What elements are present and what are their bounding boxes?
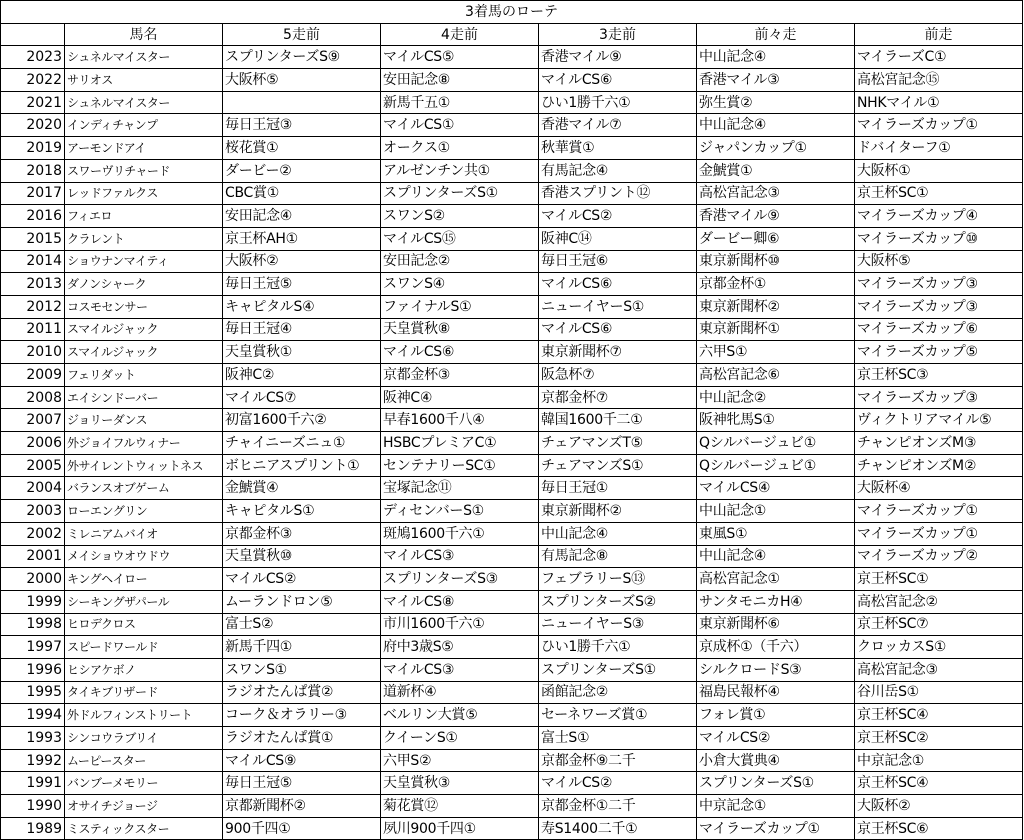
last-race-cell: 京王杯SC④ xyxy=(855,772,1023,795)
horse-name-cell: シュネルマイスター xyxy=(65,91,223,114)
race-2-before-cell: 京成杯①（千六） xyxy=(697,636,855,659)
race-3-before-cell: スプリンターズS② xyxy=(539,590,697,613)
race-3-before-cell: 秋華賞① xyxy=(539,137,697,160)
last-race-cell: マイラーズカップ③ xyxy=(855,273,1023,296)
race-3-before-cell: 阪急杯⑦ xyxy=(539,364,697,387)
year-cell: 2018 xyxy=(1,159,65,182)
header-last-race: 前走 xyxy=(855,23,1023,46)
table-row xyxy=(1,250,1023,273)
table-row xyxy=(1,636,1023,659)
race-3-before-cell: フェブラリーS⑬ xyxy=(539,568,697,591)
race-5-before-cell: マイルCS⑨ xyxy=(223,749,381,772)
table-row xyxy=(1,91,1023,114)
horse-name-cell: スワーヴリチャード xyxy=(65,159,223,182)
race-2-before-cell: シルクロードS③ xyxy=(697,658,855,681)
race-5-before-cell: CBC賞① xyxy=(223,182,381,205)
table-row xyxy=(1,295,1023,318)
last-race-cell: 大阪杯① xyxy=(855,159,1023,182)
table-row xyxy=(1,681,1023,704)
race-3-before-cell: 東京新聞杯② xyxy=(539,500,697,523)
year-cell: 2016 xyxy=(1,205,65,228)
race-2-before-cell: マイラーズカップ① xyxy=(697,817,855,840)
horse-name-cell: ムーピースター xyxy=(65,749,223,772)
race-3-before-cell: スプリンターズS① xyxy=(539,658,697,681)
race-2-before-cell: 福島民報杯④ xyxy=(697,681,855,704)
race-4-before-cell: 道新杯④ xyxy=(381,681,539,704)
race-2-before-cell: ダービー卿⑥ xyxy=(697,227,855,250)
race-4-before-cell: オークス① xyxy=(381,137,539,160)
race-5-before-cell: コーク＆オラリー③ xyxy=(223,704,381,727)
horse-name-cell: コスモセンサー xyxy=(65,295,223,318)
last-race-cell: マイラーズカップ① xyxy=(855,500,1023,523)
race-5-before-cell: 京王杯AH① xyxy=(223,227,381,250)
race-2-before-cell: 東京新聞杯② xyxy=(697,295,855,318)
horse-name-cell: スマイルジャック xyxy=(65,318,223,341)
last-race-cell: マイラーズカップ③ xyxy=(855,386,1023,409)
race-3-before-cell: セーネワーズ賞① xyxy=(539,704,697,727)
table-row xyxy=(1,432,1023,455)
race-4-before-cell: 新馬千五① xyxy=(381,91,539,114)
last-race-cell: 高松宮記念② xyxy=(855,590,1023,613)
table-row xyxy=(1,182,1023,205)
horse-name-cell: ローエングリン xyxy=(65,500,223,523)
horse-name-cell: サリオス xyxy=(65,69,223,92)
race-5-before-cell: チャイニーズニュ① xyxy=(223,432,381,455)
race-2-before-cell: 中山記念② xyxy=(697,386,855,409)
year-cell: 2007 xyxy=(1,409,65,432)
race-2-before-cell: 中山記念④ xyxy=(697,114,855,137)
race-4-before-cell: マイルCS③ xyxy=(381,545,539,568)
horse-name-cell: クラレント xyxy=(65,227,223,250)
race-2-before-cell: 小倉大賞典④ xyxy=(697,749,855,772)
race-3-before-cell: マイルCS② xyxy=(539,205,697,228)
table-row xyxy=(1,477,1023,500)
race-3-before-cell: 中山記念④ xyxy=(539,522,697,545)
race-3-before-cell: マイルCS⑥ xyxy=(539,69,697,92)
race-5-before-cell: 大阪杯② xyxy=(223,250,381,273)
horse-name-cell: スピードワールド xyxy=(65,636,223,659)
last-race-cell: NHKマイル① xyxy=(855,91,1023,114)
horse-name-cell: ショウナンマイティ xyxy=(65,250,223,273)
race-4-before-cell: マイルCS③ xyxy=(381,658,539,681)
race-5-before-cell: 大阪杯⑤ xyxy=(223,69,381,92)
race-4-before-cell: 宝塚記念⑪ xyxy=(381,477,539,500)
last-race-cell: 京王杯SC① xyxy=(855,568,1023,591)
race-2-before-cell: マイルCS② xyxy=(697,727,855,750)
race-2-before-cell: 高松宮記念③ xyxy=(697,182,855,205)
last-race-cell: マイラーズカップ⑩ xyxy=(855,227,1023,250)
horse-name-cell: ミスティックスター xyxy=(65,817,223,840)
race-3-before-cell: 京都金杯①二千 xyxy=(539,795,697,818)
race-2-before-cell: 高松宮記念⑥ xyxy=(697,364,855,387)
last-race-cell: マイラーズカップ③ xyxy=(855,295,1023,318)
title-row xyxy=(1,1,1023,24)
race-4-before-cell: 早春1600千八④ xyxy=(381,409,539,432)
last-race-cell: 中京記念① xyxy=(855,749,1023,772)
race-2-before-cell: フォレ賞① xyxy=(697,704,855,727)
race-5-before-cell: 京都金杯③ xyxy=(223,522,381,545)
race-3-before-cell: チェアマンズS① xyxy=(539,454,697,477)
horse-name-cell: 外サイレントウィットネス xyxy=(65,454,223,477)
race-3-before-cell: 京都金杯⑦ xyxy=(539,386,697,409)
race-4-before-cell: 夙川900千四① xyxy=(381,817,539,840)
table-row xyxy=(1,69,1023,92)
header-horse-name: 馬名 xyxy=(65,23,223,46)
race-5-before-cell: 天皇賞秋⑩ xyxy=(223,545,381,568)
race-4-before-cell: マイルCS⑧ xyxy=(381,590,539,613)
race-4-before-cell: 安田記念② xyxy=(381,250,539,273)
horse-name-cell: ジョリーダンス xyxy=(65,409,223,432)
race-5-before-cell: 安田記念④ xyxy=(223,205,381,228)
race-2-before-cell: 東京新聞杯⑥ xyxy=(697,613,855,636)
table-row xyxy=(1,46,1023,69)
horse-name-cell: キングヘイロー xyxy=(65,568,223,591)
horse-name-cell: 外ドルフィンストリート xyxy=(65,704,223,727)
year-cell: 2020 xyxy=(1,114,65,137)
year-cell: 1997 xyxy=(1,636,65,659)
race-3-before-cell: マイルCS⑥ xyxy=(539,273,697,296)
race-5-before-cell: マイルCS⑦ xyxy=(223,386,381,409)
horse-name-cell: メイショウオウドウ xyxy=(65,545,223,568)
year-cell: 2006 xyxy=(1,432,65,455)
header-4-races-before: 4走前 xyxy=(381,23,539,46)
race-2-before-cell: マイルCS④ xyxy=(697,477,855,500)
race-2-before-cell: ジャパンカップ① xyxy=(697,137,855,160)
race-2-before-cell: サンタモニカH④ xyxy=(697,590,855,613)
horse-name-cell: タイキブリザード xyxy=(65,681,223,704)
table-body xyxy=(1,46,1023,840)
race-4-before-cell: 京都金杯③ xyxy=(381,364,539,387)
race-2-before-cell: スプリンターズS① xyxy=(697,772,855,795)
race-4-before-cell: スプリンターズS③ xyxy=(381,568,539,591)
race-5-before-cell: 900千四① xyxy=(223,817,381,840)
year-cell: 1993 xyxy=(1,727,65,750)
year-cell: 1998 xyxy=(1,613,65,636)
race-5-before-cell: ボヒニアスプリント① xyxy=(223,454,381,477)
race-4-before-cell: センテナリーSC① xyxy=(381,454,539,477)
horse-name-cell: ダノンシャーク xyxy=(65,273,223,296)
horse-name-cell: シンコウラブリイ xyxy=(65,727,223,750)
table-row xyxy=(1,545,1023,568)
race-5-before-cell: ダービー② xyxy=(223,159,381,182)
race-2-before-cell: 弥生賞② xyxy=(697,91,855,114)
race-5-before-cell: スプリンターズS⑨ xyxy=(223,46,381,69)
race-4-before-cell: 安田記念⑧ xyxy=(381,69,539,92)
race-4-before-cell: 天皇賞秋⑧ xyxy=(381,318,539,341)
race-4-before-cell: クイーンS① xyxy=(381,727,539,750)
last-race-cell: マイラーズカップ⑤ xyxy=(855,341,1023,364)
race-3-before-cell: 韓国1600千二① xyxy=(539,409,697,432)
race-5-before-cell xyxy=(223,91,381,114)
race-4-before-cell: マイルCS⑤ xyxy=(381,46,539,69)
table-row xyxy=(1,704,1023,727)
race-4-before-cell: 市川1600千六① xyxy=(381,613,539,636)
table-row xyxy=(1,114,1023,137)
last-race-cell: 京王杯SC③ xyxy=(855,364,1023,387)
table-row xyxy=(1,386,1023,409)
race-5-before-cell: キャピタルS① xyxy=(223,500,381,523)
last-race-cell: 高松宮記念③ xyxy=(855,658,1023,681)
race-3-before-cell: 毎日王冠① xyxy=(539,477,697,500)
last-race-cell: 京王杯SC④ xyxy=(855,704,1023,727)
race-2-before-cell: 金鯱賞① xyxy=(697,159,855,182)
race-2-before-cell: 中京記念① xyxy=(697,795,855,818)
last-race-cell: マイラーズカップ② xyxy=(855,545,1023,568)
year-cell: 1991 xyxy=(1,772,65,795)
year-cell: 2011 xyxy=(1,318,65,341)
table-row xyxy=(1,273,1023,296)
race-5-before-cell: 毎日王冠③ xyxy=(223,114,381,137)
table-row xyxy=(1,137,1023,160)
last-race-cell: 京王杯SC⑦ xyxy=(855,613,1023,636)
race-4-before-cell: 六甲S② xyxy=(381,749,539,772)
last-race-cell: マイラーズカップ① xyxy=(855,522,1023,545)
horse-name-cell: フェリダット xyxy=(65,364,223,387)
race-5-before-cell: 毎日王冠⑤ xyxy=(223,273,381,296)
year-cell: 1992 xyxy=(1,749,65,772)
race-4-before-cell: 天皇賞秋③ xyxy=(381,772,539,795)
year-cell: 2005 xyxy=(1,454,65,477)
year-cell: 2021 xyxy=(1,91,65,114)
race-5-before-cell: 毎日王冠④ xyxy=(223,318,381,341)
table-row xyxy=(1,318,1023,341)
race-4-before-cell: アルゼンチン共① xyxy=(381,159,539,182)
race-2-before-cell: 香港マイル③ xyxy=(697,69,855,92)
horse-name-cell: ヒシアケボノ xyxy=(65,658,223,681)
last-race-cell: 京王杯SC② xyxy=(855,727,1023,750)
race-3-before-cell: 香港マイル⑦ xyxy=(539,114,697,137)
last-race-cell: チャンピオンズM② xyxy=(855,454,1023,477)
header-year xyxy=(1,23,65,46)
last-race-cell: ドバイターフ① xyxy=(855,137,1023,160)
year-cell: 2009 xyxy=(1,364,65,387)
table-row xyxy=(1,749,1023,772)
year-cell: 2003 xyxy=(1,500,65,523)
table-row xyxy=(1,409,1023,432)
table-row xyxy=(1,613,1023,636)
year-cell: 2004 xyxy=(1,477,65,500)
race-5-before-cell: スワンS① xyxy=(223,658,381,681)
horse-name-cell: バンブーメモリー xyxy=(65,772,223,795)
table-row xyxy=(1,500,1023,523)
year-cell: 2014 xyxy=(1,250,65,273)
last-race-cell: マイラーズカップ④ xyxy=(855,205,1023,228)
race-5-before-cell: 富士S② xyxy=(223,613,381,636)
horse-name-cell: レッドファルクス xyxy=(65,182,223,205)
race-4-before-cell: 阪神C④ xyxy=(381,386,539,409)
race-3-before-cell: 富士S① xyxy=(539,727,697,750)
race-3-before-cell: チェアマンズT⑤ xyxy=(539,432,697,455)
year-cell: 2023 xyxy=(1,46,65,69)
race-2-before-cell: 中山記念④ xyxy=(697,545,855,568)
last-race-cell: チャンピオンズM③ xyxy=(855,432,1023,455)
race-5-before-cell: 金鯱賞④ xyxy=(223,477,381,500)
table-row xyxy=(1,364,1023,387)
year-cell: 2012 xyxy=(1,295,65,318)
race-3-before-cell: 香港マイル⑨ xyxy=(539,46,697,69)
race-4-before-cell: ファイナルS① xyxy=(381,295,539,318)
horse-name-cell: シーキングザパール xyxy=(65,590,223,613)
table-row xyxy=(1,658,1023,681)
race-3-before-cell: 函館記念② xyxy=(539,681,697,704)
last-race-cell: クロッカスS① xyxy=(855,636,1023,659)
header-5-races-before: 5走前 xyxy=(223,23,381,46)
header-row xyxy=(1,23,1023,46)
last-race-cell: マイラーズC① xyxy=(855,46,1023,69)
race-3-before-cell: 寿S1400二千① xyxy=(539,817,697,840)
year-cell: 1994 xyxy=(1,704,65,727)
race-3-before-cell: ニューイヤーS③ xyxy=(539,613,697,636)
year-cell: 1996 xyxy=(1,658,65,681)
race-4-before-cell: スワンS② xyxy=(381,205,539,228)
horse-name-cell: インディチャンプ xyxy=(65,114,223,137)
race-2-before-cell: 京都金杯① xyxy=(697,273,855,296)
year-cell: 1999 xyxy=(1,590,65,613)
year-cell: 1995 xyxy=(1,681,65,704)
table-row xyxy=(1,159,1023,182)
race-3-before-cell: 東京新聞杯⑦ xyxy=(539,341,697,364)
table-row xyxy=(1,205,1023,228)
last-race-cell: 高松宮記念⑮ xyxy=(855,69,1023,92)
race-3-before-cell: 阪神C⑭ xyxy=(539,227,697,250)
year-cell: 2002 xyxy=(1,522,65,545)
year-cell: 2019 xyxy=(1,137,65,160)
race-4-before-cell: ディセンバーS① xyxy=(381,500,539,523)
race-3-before-cell: マイルCS② xyxy=(539,772,697,795)
year-cell: 2008 xyxy=(1,386,65,409)
race-3-before-cell: マイルCS⑥ xyxy=(539,318,697,341)
horse-name-cell: アーモンドアイ xyxy=(65,137,223,160)
race-4-before-cell: マイルCS⑥ xyxy=(381,341,539,364)
table-row xyxy=(1,341,1023,364)
race-5-before-cell: 阪神C② xyxy=(223,364,381,387)
header-3-races-before: 3走前 xyxy=(539,23,697,46)
race-5-before-cell: 京都新聞杯② xyxy=(223,795,381,818)
race-4-before-cell: マイルCS⑮ xyxy=(381,227,539,250)
race-4-before-cell: スプリンターズS① xyxy=(381,182,539,205)
last-race-cell: ヴィクトリアマイル⑤ xyxy=(855,409,1023,432)
table-row xyxy=(1,454,1023,477)
year-cell: 2013 xyxy=(1,273,65,296)
race-4-before-cell: HSBCプレミアC① xyxy=(381,432,539,455)
horse-name-cell: ヒロデクロス xyxy=(65,613,223,636)
year-cell: 1990 xyxy=(1,795,65,818)
year-cell: 2001 xyxy=(1,545,65,568)
race-2-before-cell: 香港マイル⑨ xyxy=(697,205,855,228)
race-3-before-cell: ニューイヤーS① xyxy=(539,295,697,318)
last-race-cell: 大阪杯⑤ xyxy=(855,250,1023,273)
last-race-cell: 大阪杯④ xyxy=(855,477,1023,500)
last-race-cell: 谷川岳S① xyxy=(855,681,1023,704)
race-5-before-cell: マイルCS② xyxy=(223,568,381,591)
last-race-cell: 京王杯SC① xyxy=(855,182,1023,205)
race-2-before-cell: 中山記念① xyxy=(697,500,855,523)
race-2-before-cell: 東風S① xyxy=(697,522,855,545)
race-5-before-cell: 新馬千四① xyxy=(223,636,381,659)
horse-name-cell: ミレニアムバイオ xyxy=(65,522,223,545)
last-race-cell: マイラーズカップ⑥ xyxy=(855,318,1023,341)
race-3-before-cell: 有馬記念⑧ xyxy=(539,545,697,568)
race-5-before-cell: ラジオたんぱ賞② xyxy=(223,681,381,704)
table-title: 3着馬のローテ xyxy=(1,1,1023,24)
horse-name-cell: スマイルジャック xyxy=(65,341,223,364)
race-3-before-cell: 毎日王冠⑥ xyxy=(539,250,697,273)
race-5-before-cell: ラジオたんぱ賞① xyxy=(223,727,381,750)
race-3-before-cell: 京都金杯⑨二千 xyxy=(539,749,697,772)
race-2-before-cell: Qシルバージュビ① xyxy=(697,454,855,477)
horse-name-cell: オサイチジョージ xyxy=(65,795,223,818)
year-cell: 2015 xyxy=(1,227,65,250)
horse-name-cell: バランスオブゲーム xyxy=(65,477,223,500)
race-5-before-cell: 桜花賞① xyxy=(223,137,381,160)
race-4-before-cell: マイルCS① xyxy=(381,114,539,137)
last-race-cell: 大阪杯② xyxy=(855,795,1023,818)
race-3-before-cell: ひい1勝千六① xyxy=(539,636,697,659)
header-2-races-before: 前々走 xyxy=(697,23,855,46)
table-row xyxy=(1,522,1023,545)
last-race-cell: マイラーズカップ① xyxy=(855,114,1023,137)
race-3-before-cell: ひい1勝千六① xyxy=(539,91,697,114)
race-5-before-cell: 毎日王冠⑤ xyxy=(223,772,381,795)
race-2-before-cell: 高松宮記念① xyxy=(697,568,855,591)
race-5-before-cell: 天皇賞秋① xyxy=(223,341,381,364)
race-4-before-cell: ベルリン大賞⑤ xyxy=(381,704,539,727)
table-row xyxy=(1,772,1023,795)
race-2-before-cell: 東京新聞杯⑩ xyxy=(697,250,855,273)
table-row xyxy=(1,727,1023,750)
race-4-before-cell: 府中3歳S⑤ xyxy=(381,636,539,659)
year-cell: 1989 xyxy=(1,817,65,840)
race-2-before-cell: 阪神牝馬S① xyxy=(697,409,855,432)
race-3-before-cell: 香港スプリント⑫ xyxy=(539,182,697,205)
race-2-before-cell: 東京新聞杯① xyxy=(697,318,855,341)
race-4-before-cell: 菊花賞⑫ xyxy=(381,795,539,818)
horse-name-cell: エイシンドーバー xyxy=(65,386,223,409)
race-5-before-cell: 初富1600千六② xyxy=(223,409,381,432)
table-row xyxy=(1,817,1023,840)
year-cell: 2022 xyxy=(1,69,65,92)
race-3-before-cell: 有馬記念④ xyxy=(539,159,697,182)
race-5-before-cell: キャピタルS④ xyxy=(223,295,381,318)
race-4-before-cell: 斑鳩1600千六① xyxy=(381,522,539,545)
race-4-before-cell: スワンS④ xyxy=(381,273,539,296)
year-cell: 2010 xyxy=(1,341,65,364)
race-2-before-cell: 六甲S① xyxy=(697,341,855,364)
last-race-cell: 京王杯SC⑥ xyxy=(855,817,1023,840)
race-2-before-cell: Qシルバージュビ① xyxy=(697,432,855,455)
table-row xyxy=(1,227,1023,250)
race-2-before-cell: 中山記念④ xyxy=(697,46,855,69)
table-row xyxy=(1,795,1023,818)
horse-name-cell: フィエロ xyxy=(65,205,223,228)
year-cell: 2000 xyxy=(1,568,65,591)
race-5-before-cell: ムーランドロン⑤ xyxy=(223,590,381,613)
table-row xyxy=(1,568,1023,591)
year-cell: 2017 xyxy=(1,182,65,205)
table-row xyxy=(1,590,1023,613)
horse-name-cell: 外ジョイフルウィナー xyxy=(65,432,223,455)
horse-name-cell: シュネルマイスター xyxy=(65,46,223,69)
